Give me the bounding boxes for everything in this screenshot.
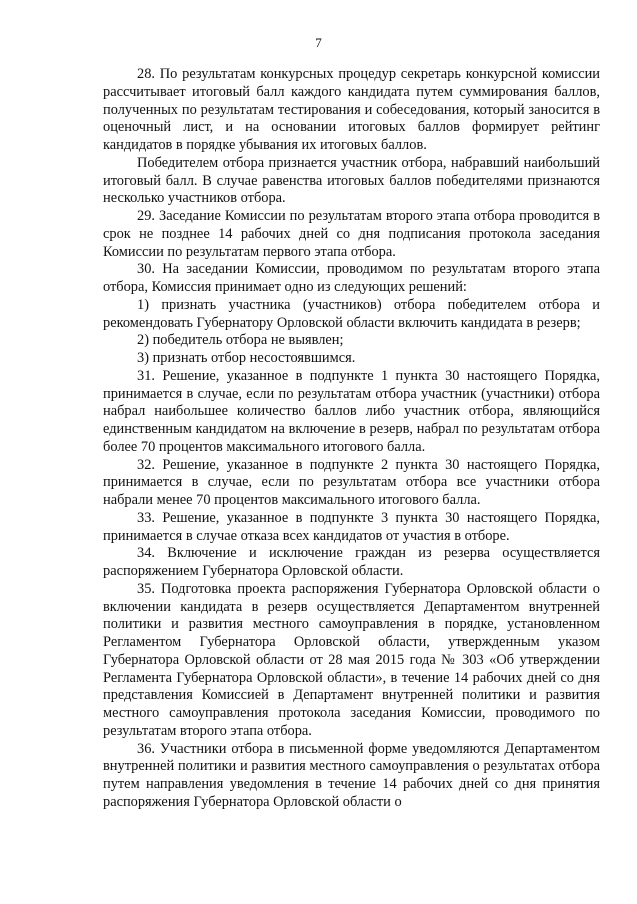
paragraph-30-option-1: 1) признать участника (участников) отбора победителем отбора и рекомендовать Губернатору Орловской области включить кандидата в резерв; — [103, 296, 600, 331]
paragraph-34: 34. Включение и исключение граждан из резерва осуществляется распоряжением Губернатора Орловской области. — [103, 545, 600, 579]
page-number: 7 — [315, 35, 322, 50]
paragraph-35: 35. Подготовка проекта распоряжения Губернатора Орловской области о включении кандидата в резерв осуществляется Департаментом внутренней политики и развития местного самоуправления в порядке, установленном Регламентом Губернатора Орловской области, утвержденным указом Губернатора Орловской области от 28 мая 2015 года № 303 «Об утверждении Регламента Губернатора Орловской области», в течение 14 рабочих дней со дня представления Комиссией в Департамент внутренней политики и развития местного самоуправления протокола заседания Комиссии, проводимого по результатам второго этапа отбора. — [103, 580, 600, 739]
paragraph-30-option-2: 2) победитель отбора не выявлен; — [137, 332, 344, 349]
paragraph-30: 30. На заседании Комиссии, проводимом по результатам второго этапа отбора, Комиссия принимает одно из следующих решений: — [103, 261, 600, 295]
document-body — [103, 66, 600, 812]
paragraph-33: 33. Решение, указанное в подпункте 3 пункта 30 настоящего Порядка, принимается в случае отказа всех кандидатов от участия в отборе. — [103, 509, 600, 544]
paragraph-36: 36. Участники отбора в письменной форме уведомляются Департаментом внутренней политики и развития местного самоуправления о результатах отбора путем направления уведомления в течение 14 рабочих дней со дня принятия распоряжения Губернатора Орловской области о — [103, 740, 600, 810]
paragraph-winner: Победителем отбора признается участник отбора, набравший наибольший итоговый балл. В случае равенства итоговых баллов победителями признаются несколько участников отбора. — [103, 154, 600, 207]
paragraph-28: 28. По результатам конкурсных процедур секретарь конкурсной комиссии рассчитывает итоговый балл каждого кандидата путем суммирования баллов, полученных по результатам тестирования и собеседования, который заносится в оценочный лист, и на основании итоговых баллов формирует рейтинг кандидатов в порядке убывания их итоговых баллов. — [103, 66, 600, 153]
paragraph-31: 31. Решение, указанное в подпункте 1 пункта 30 настоящего Порядка, принимается в случае, если по результатам отбора участник (участники) отбора набрал наибольшее количество баллов либо участник отбора, являющийся единственным кандидатом на включение в резерв, набрал по результатам отбора более 70 процентов максимального итогового балла. — [103, 367, 600, 455]
paragraph-30-option-3: 3) признать отбор несостоявшимся. — [137, 350, 356, 366]
paragraph-29: 29. Заседание Комиссии по результатам второго этапа отбора проводится в срок не позднее 14 рабочих дней со дня подписания протокола заседания Комиссии по результатам первого этапа отбора. — [103, 208, 600, 260]
paragraph-32: 32. Решение, указанное в подпункте 2 пункта 30 настоящего Порядка, принимается в случае, если по результатам отбора все участники отбора набрали менее 70 процентов максимального итогового балла. — [103, 456, 600, 508]
